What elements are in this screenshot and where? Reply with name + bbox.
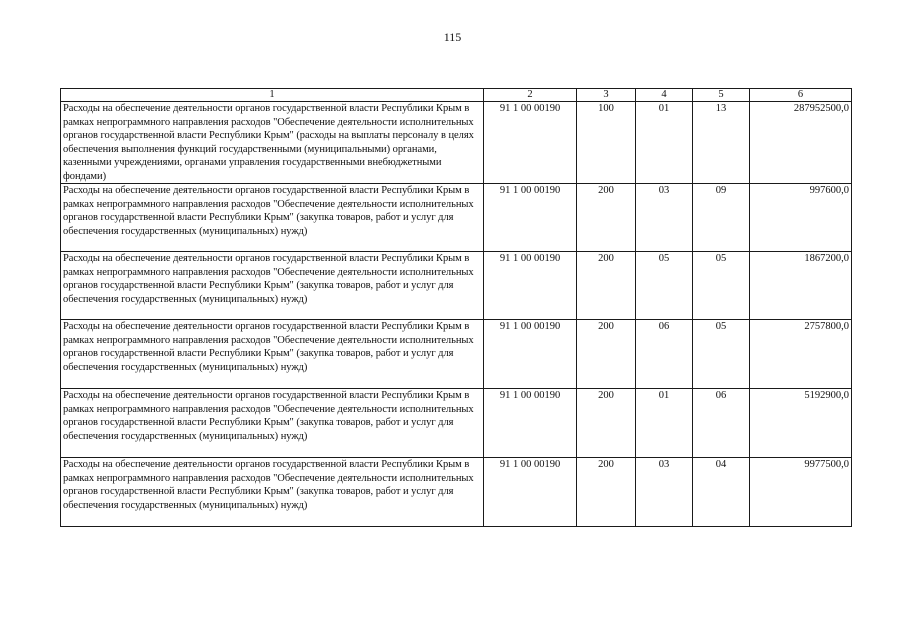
row-col-5: 05 bbox=[693, 252, 750, 320]
row-col-3: 200 bbox=[577, 252, 636, 320]
row-amount: 1867200,0 bbox=[750, 252, 852, 320]
row-col-4: 06 bbox=[636, 320, 693, 389]
row-col-5: 05 bbox=[693, 320, 750, 389]
row-col-4: 05 bbox=[636, 252, 693, 320]
row-description: Расходы на обеспечение деятельности органов государственной власти Республики Крым в рамках непрограммного направления расходов "Обеспечение деятельности исполнительных органов государственной власти Республики Крым" (закупка товаров, работ и услуг для обеспечения государственных (муниципальных) нужд) bbox=[61, 184, 484, 252]
table-row bbox=[61, 252, 852, 320]
row-amount: 5192900,0 bbox=[750, 389, 852, 458]
header-col-5: 5 bbox=[693, 89, 750, 102]
row-description: Расходы на обеспечение деятельности органов государственной власти Республики Крым в рамках непрограммного направления расходов "Обеспечение деятельности исполнительных органов государственной власти Республики Крым" (закупка товаров, работ и услуг для обеспечения государственных (муниципальных) нужд) bbox=[61, 320, 484, 389]
row-amount: 2757800,0 bbox=[750, 320, 852, 389]
header-col-1: 1 bbox=[61, 89, 484, 102]
row-description: Расходы на обеспечение деятельности органов государственной власти Республики Крым в рамках непрограммного направления расходов "Обеспечение деятельности исполнительных органов государственной власти Республики Крым" (закупка товаров, работ и услуг для обеспечения государственных (муниципальных) нужд) bbox=[61, 389, 484, 458]
table-row bbox=[61, 389, 852, 458]
row-description: Расходы на обеспечение деятельности органов государственной власти Республики Крым в рамках непрограммного направления расходов "Обеспечение деятельности исполнительных органов государственной власти Республики Крым" (закупка товаров, работ и услуг для обеспечения государственных (муниципальных) нужд) bbox=[61, 458, 484, 527]
row-col-5: 09 bbox=[693, 184, 750, 252]
row-amount: 287952500,0 bbox=[750, 102, 852, 184]
row-code: 91 1 00 00190 bbox=[484, 458, 577, 527]
row-col-3: 200 bbox=[577, 458, 636, 527]
table-row bbox=[61, 102, 852, 184]
row-code: 91 1 00 00190 bbox=[484, 184, 577, 252]
header-col-6: 6 bbox=[750, 89, 852, 102]
header-col-4: 4 bbox=[636, 89, 693, 102]
row-col-4: 01 bbox=[636, 102, 693, 184]
row-col-4: 01 bbox=[636, 389, 693, 458]
row-col-5: 06 bbox=[693, 389, 750, 458]
row-description: Расходы на обеспечение деятельности органов государственной власти Республики Крым в рамках непрограммного направления расходов "Обеспечение деятельности исполнительных органов государственной власти Республики Крым" (закупка товаров, работ и услуг для обеспечения государственных (муниципальных) нужд) bbox=[61, 252, 484, 320]
page-number: 115 bbox=[443, 30, 462, 44]
row-code: 91 1 00 00190 bbox=[484, 389, 577, 458]
row-col-5: 13 bbox=[693, 102, 750, 184]
row-col-3: 200 bbox=[577, 389, 636, 458]
table-row bbox=[61, 320, 852, 389]
row-amount: 9977500,0 bbox=[750, 458, 852, 527]
row-code: 91 1 00 00190 bbox=[484, 102, 577, 184]
table-header-row bbox=[61, 89, 852, 102]
row-code: 91 1 00 00190 bbox=[484, 252, 577, 320]
row-col-4: 03 bbox=[636, 184, 693, 252]
header-col-2: 2 bbox=[484, 89, 577, 102]
header-col-3: 3 bbox=[577, 89, 636, 102]
row-code: 91 1 00 00190 bbox=[484, 320, 577, 389]
row-col-3: 100 bbox=[577, 102, 636, 184]
row-col-5: 04 bbox=[693, 458, 750, 527]
table-row bbox=[61, 458, 852, 527]
row-description: Расходы на обеспечение деятельности органов государственной власти Республики Крым в рамках непрограммного направления расходов "Обеспечение деятельности исполнительных органов государственной власти Республики Крым" (расходы на выплаты персоналу в целях обеспечения выполнения функций государственными (муниципальными) органами, казенными учреждениями, органами управления государственными внебюджетными фондами) bbox=[61, 102, 484, 184]
row-amount: 997600,0 bbox=[750, 184, 852, 252]
budget-table bbox=[60, 88, 852, 527]
row-col-3: 200 bbox=[577, 320, 636, 389]
row-col-4: 03 bbox=[636, 458, 693, 527]
table-row bbox=[61, 184, 852, 252]
row-col-3: 200 bbox=[577, 184, 636, 252]
